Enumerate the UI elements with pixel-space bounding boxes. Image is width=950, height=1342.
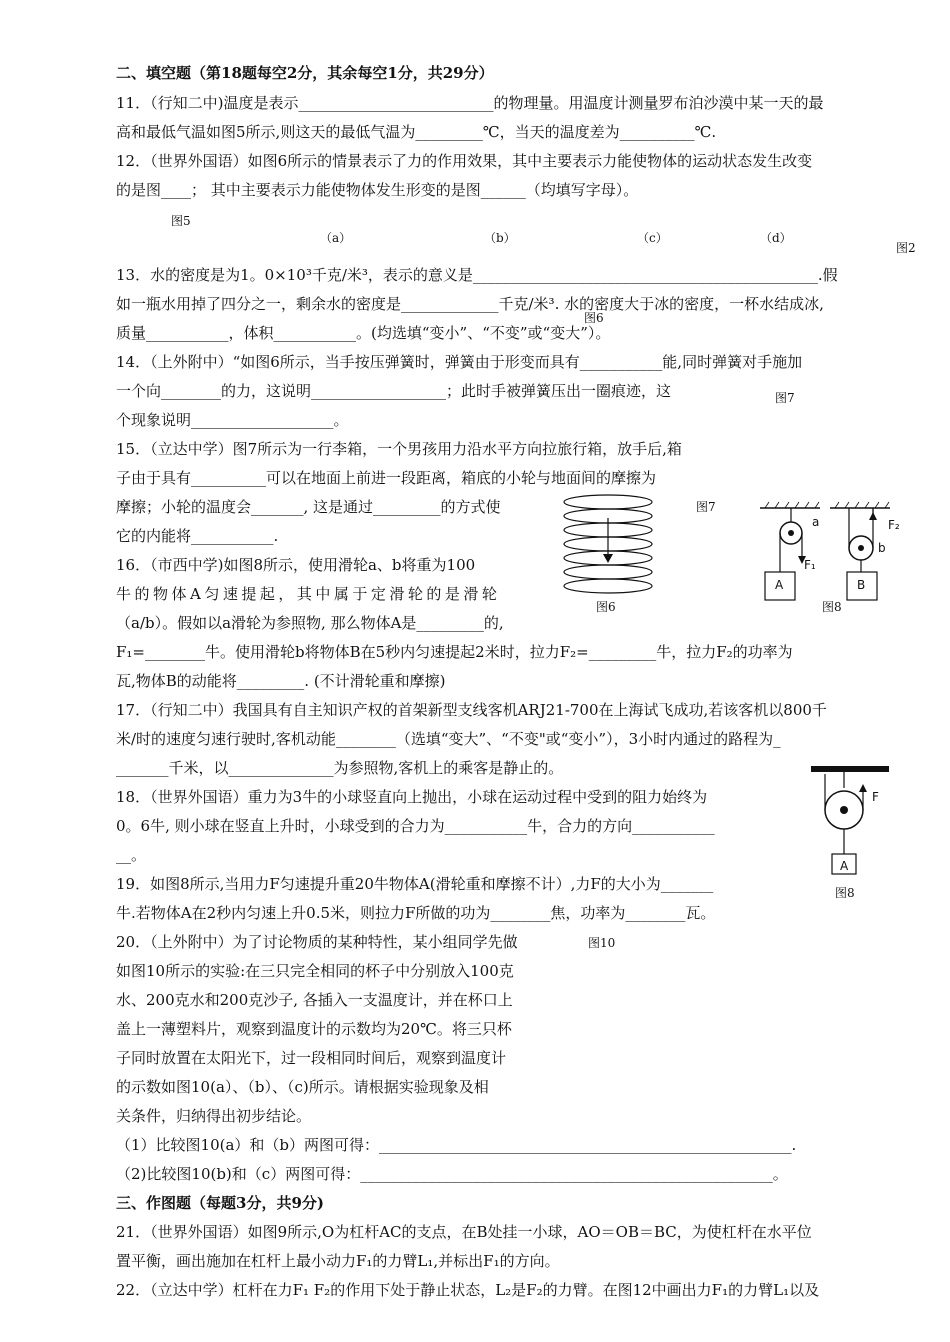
pulley-b-label: b [878, 541, 886, 555]
q19-line1: 19．如图8所示,当用力F匀速提升重20牛物体A(滑轮重和摩擦不计）,力F的大小为_______ [116, 875, 714, 893]
q19-line2: 牛.若物体A在2秒内匀速上升0.5米，则拉力F所做的功为________焦，功率为________瓦。 [116, 904, 716, 922]
force-f-label: F [872, 790, 879, 804]
q20-line8: （1）比较图10(a）和（b）两图可得：_______________________________________________________. [116, 1136, 797, 1154]
fig8-label: 图8 [822, 600, 842, 614]
fig6-small-label: 图6 [584, 311, 604, 325]
fig2-label: 图2 [896, 241, 916, 255]
q11-line2: 高和最低气温如图5所示,则这天的最低气温为_________℃，当天的温度差为__________℃. [116, 123, 717, 141]
fig10-label: 图10 [588, 936, 616, 950]
q15-line4: 它的内能将___________. [116, 527, 279, 545]
q16-line3: （a/b）。假如以a滑轮为参照物, 那么物体A是_________的, [116, 614, 504, 632]
q16-line4: F₁=________牛。使用滑轮b将物体B在5秒内匀速提起2米时，拉力F₂=_________牛，拉力F₂的功率为 [116, 643, 793, 661]
fig6-label-d: （d） [760, 231, 792, 245]
q13-line3: 质量___________，体积___________。(均选填“变小”、“不变”或“变大”）。 [116, 324, 611, 342]
q16-line2: 牛的物体A匀速提起，其中属于定滑轮的是滑轮 [116, 585, 501, 603]
q22-line1: 22．（立达中学）杠杆在力F₁ F₂的作用下处于静止状态，L₂是F₂的力臂。在图12中画出力F₁的力臂L₁以及 [116, 1281, 820, 1299]
fig8b-label: 图8 [835, 886, 855, 900]
q21-line1: 21．（世界外国语）如图9所示,O为杠杆AC的支点，在B处挂一小球，AO＝OB＝BC，为使杠杆在水平位 [116, 1223, 812, 1241]
fig6-label-a: （a） [320, 231, 352, 245]
block-b-label: B [857, 578, 866, 592]
fig6-label-c: （c） [637, 231, 668, 245]
q20-line9: （2)比较图10(b)和（c）两图可得：_______________________________________________________。 [116, 1165, 788, 1183]
spring-figure [558, 488, 658, 598]
section-3-title: 三、作图题（每题3分，共9分) [116, 1194, 324, 1212]
force-f2-label: F₂ [888, 518, 900, 532]
q16-line1: 16．（市西中学)如图8所示，使用滑轮a、b将重为100 [116, 556, 476, 574]
pulley-single-figure [806, 764, 896, 884]
fig7-label-mid: 图7 [696, 500, 716, 514]
q13-line2: 如一瓶水用掉了四分之一，剩余水的密度是_____________千克/米³. 水的密度大于冰的密度，一杯水结成冰, [116, 295, 824, 313]
block-a2-label: A [840, 859, 849, 873]
q11-line1: 11．（行知二中)温度是表示__________________________的物理量。用温度计测量罗布泊沙漠中某一天的最 [116, 94, 824, 112]
q14-line1: 14．（上外附中）“如图6所示，当手按压弹簧时，弹簧由于形变而具有___________能,同时弹簧对手施加 [116, 353, 803, 371]
block-a-label: A [775, 578, 784, 592]
spring-fig-label: 图6 [596, 600, 616, 614]
q13-line1: 13．水的密度是为1。0×10³千克/米³，表示的意义是______________________________________________.假 [116, 266, 838, 284]
q20-line4: 盖上一薄塑料片，观察到温度计的示数均为20℃。将三只杯 [116, 1020, 512, 1038]
q21-line2: 置平衡，画出施加在杠杆上最小动力F₁的力臂L₁,并标出F₁的方向。 [116, 1252, 560, 1270]
q20-line1: 20．（上外附中）为了讨论物质的某种特性，某小组同学先做 [116, 933, 518, 951]
q18-line3: __。 [116, 846, 147, 864]
q15-line1: 15．（立达中学）图7所示为一行李箱，一个男孩用力沿水平方向拉旅行箱，放手后,箱 [116, 440, 682, 458]
q12-line2: 的是图____； 其中主要表示力能使物体发生形变的是图______（均填写字母）。 [116, 181, 639, 199]
q17-line2: 米/时的速度匀速行驶时,客机动能________（选填“变大”、“不变"或“变小”），3小时内通过的路程为_ [116, 730, 781, 748]
q20-line2: 如图10所示的实验:在三只完全相同的杯子中分别放入100克 [116, 962, 514, 980]
q14-line3: 个现象说明___________________。 [116, 411, 349, 429]
q16-line5: 瓦,物体B的动能将_________. (不计滑轮重和摩擦) [116, 672, 446, 690]
q20-line7: 关条件，归纳得出初步结论。 [116, 1107, 312, 1125]
q20-line3: 水、200克水和200克沙子, 各插入一支温度计，并在杯口上 [116, 991, 513, 1009]
q15-line3: 摩擦；小轮的温度会_______, 这是通过_________的方式使 [116, 498, 501, 516]
q20-line5: 子同时放置在太阳光下，过一段相同时间后，观察到温度计 [116, 1049, 507, 1067]
fig5-label: 图5 [171, 214, 191, 228]
force-f1-label: F₁ [804, 558, 816, 572]
q12-line1: 12．（世界外国语）如图6所示的情景表示了力的作用效果，其中主要表示力能使物体的运动状态发生改变 [116, 152, 813, 170]
q20-line6: 的示数如图10(a）、（b）、（c)所示。请根据实验现象及相 [116, 1078, 489, 1096]
pulley-a-label: a [812, 515, 820, 529]
q17-line1: 17．（行知二中）我国具有自主知识产权的首架新型支线客机ARJ21-700在上海试飞成功,若该客机以800千 [116, 701, 827, 719]
q14-line2: 一个向________的力，这说明__________________；此时手被弹簧压出一圈痕迹，这 [116, 382, 672, 400]
section-2-title: 二、填空题（第18题每空2分，其余每空1分，共29分） [116, 64, 494, 82]
q15-line2: 子由于具有__________可以在地面上前进一段距离，箱底的小轮与地面间的摩擦为 [116, 469, 657, 487]
fig7-label-right: 图7 [775, 391, 795, 405]
q17-line3: _______千米，以______________为参照物,客机上的乘客是静止的。 [116, 759, 564, 777]
fig6-label-b: （b） [484, 231, 516, 245]
q18-line1: 18．（世界外国语）重力为3牛的小球竖直向上抛出，小球在运动过程中受到的阻力始终为 [116, 788, 708, 806]
q18-line2: 0。6牛, 则小球在竖直上升时，小球受到的合力为___________牛，合力的方向___________ [116, 817, 715, 835]
